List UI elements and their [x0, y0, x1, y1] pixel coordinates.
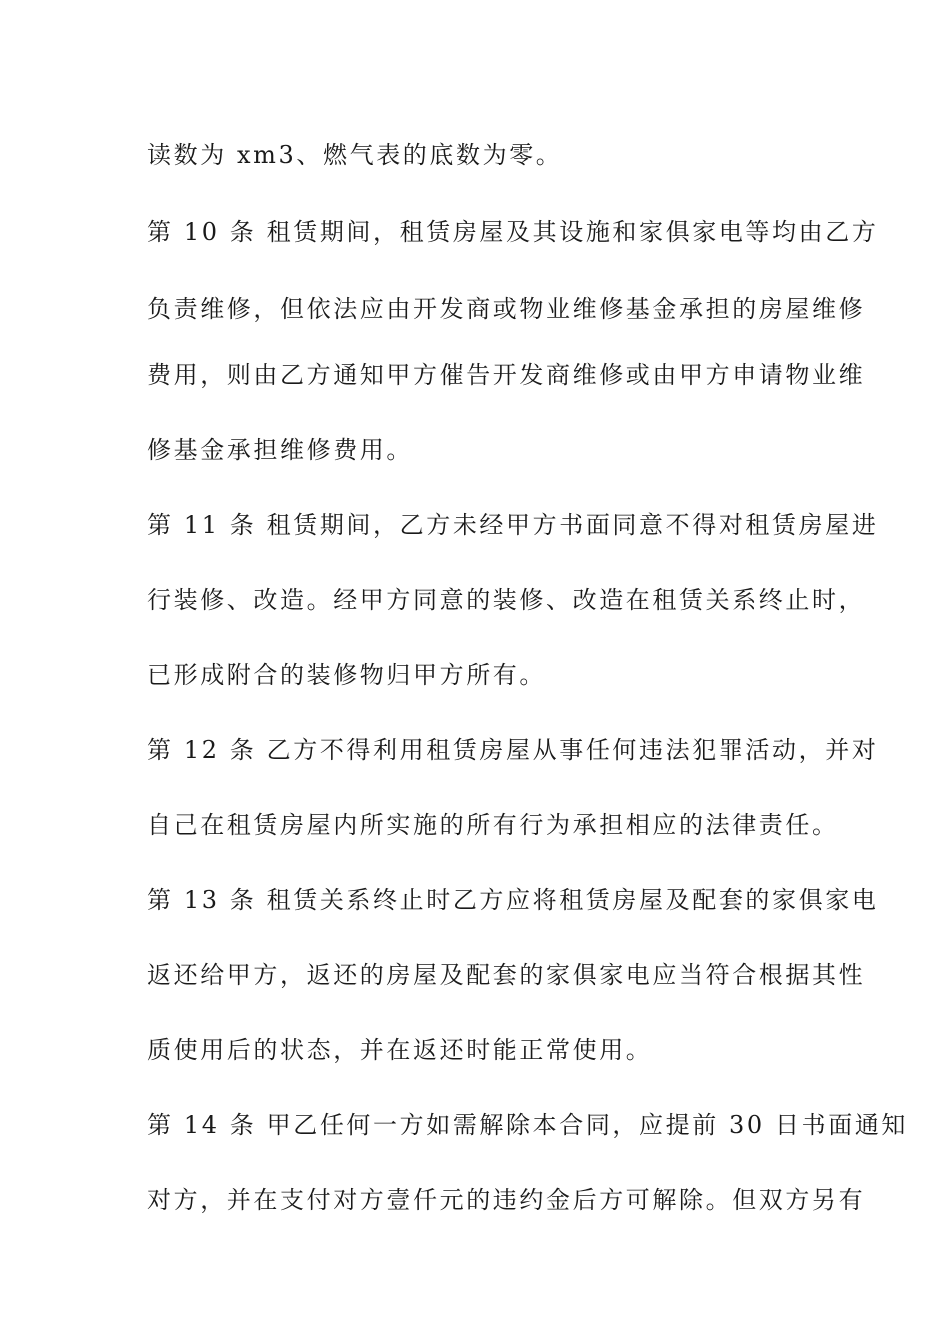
text-line-1: 读数为 xm3、燃气表的底数为零。: [147, 141, 563, 169]
text-line-6: 第 11 条 租赁期间，乙方未经甲方书面同意不得对租赁房屋进: [147, 511, 879, 539]
text-line-11: 第 13 条 租赁关系终止时乙方应将租赁房屋及配套的家俱家电: [147, 886, 879, 914]
text-line-5: 修基金承担维修费用。: [147, 436, 413, 464]
text-line-4: 费用，则由乙方通知甲方催告开发商维修或由甲方申请物业维: [147, 361, 866, 389]
text-line-3: 负责维修，但依法应由开发商或物业维修基金承担的房屋维修: [147, 295, 866, 323]
text-line-13: 质使用后的状态，并在返还时能正常使用。: [147, 1036, 653, 1064]
text-line-7: 行装修、改造。经甲方同意的装修、改造在租赁关系终止时，: [147, 586, 866, 614]
text-line-12: 返还给甲方，返还的房屋及配套的家俱家电应当符合根据其性: [147, 961, 866, 989]
text-line-15: 对方，并在支付对方壹仟元的违约金后方可解除。但双方另有: [147, 1186, 866, 1214]
text-line-14: 第 14 条 甲乙任何一方如需解除本合同，应提前 30 日书面通知: [147, 1111, 909, 1139]
text-line-8: 已形成附合的装修物归甲方所有。: [147, 661, 546, 689]
text-line-2: 第 10 条 租赁期间，租赁房屋及其设施和家俱家电等均由乙方: [147, 218, 879, 246]
text-line-9: 第 12 条 乙方不得利用租赁房屋从事任何违法犯罪活动，并对: [147, 736, 879, 764]
text-line-10: 自己在租赁房屋内所实施的所有行为承担相应的法律责任。: [147, 811, 839, 839]
